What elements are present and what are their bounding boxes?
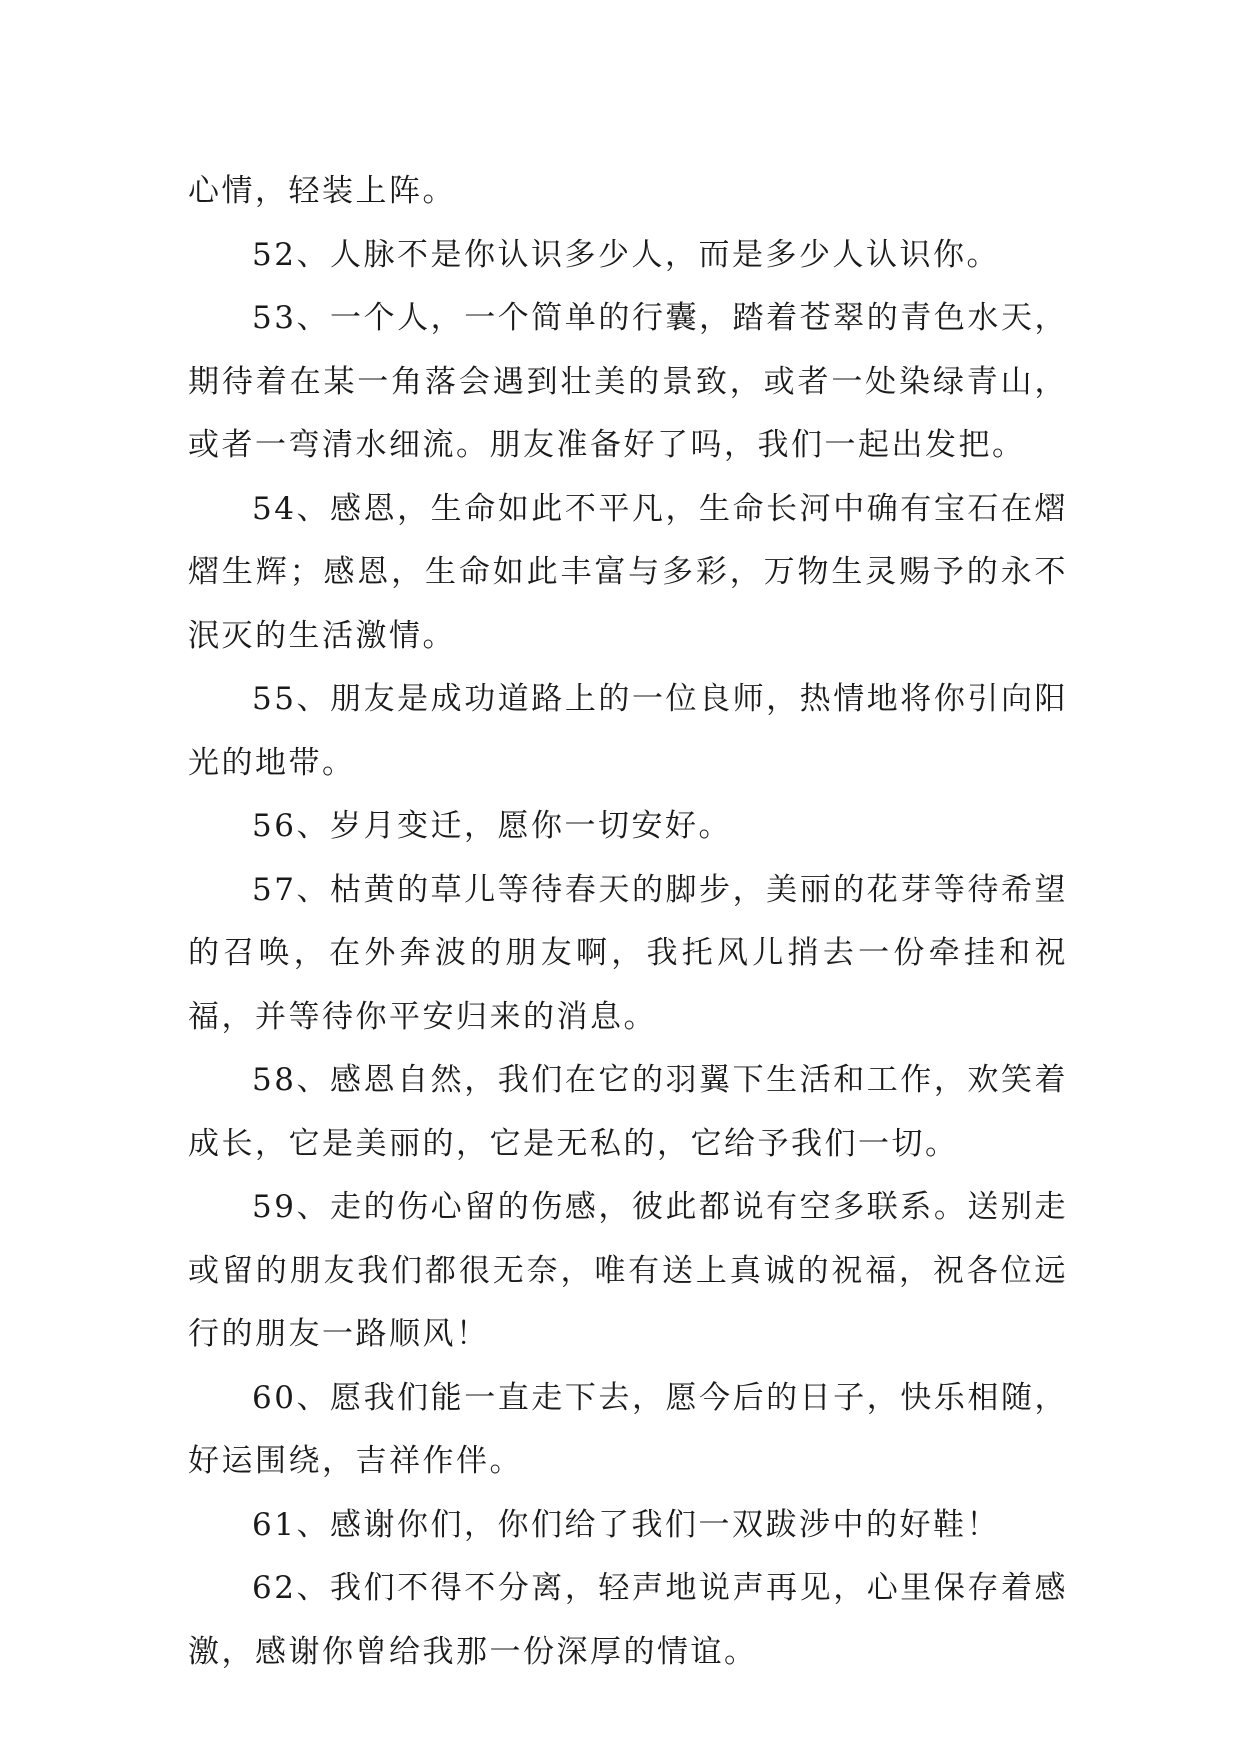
paragraph-59: 59、走的伤心留的伤感，彼此都说有空多联系。送别走或留的朋友我们都很无奈，唯有送上真诚的祝福，祝各位远行的朋友一路顺风！ — [188, 1189, 1068, 1352]
paragraph-51-continuation: 心情，轻装上阵。 — [188, 173, 456, 209]
paragraph-55: 55、朋友是成功道路上的一位良师，热情地将你引向阳光的地带。 — [188, 681, 1068, 781]
paragraph-53: 53、一个人，一个简单的行囊，踏着苍翠的青色水天，期待着在某一角落会遇到壮美的景致，或者一处染绿青山，或者一弯清水细流。朋友准备好了吗，我们一起出发把。 — [188, 300, 1068, 463]
document-body — [188, 160, 1068, 1684]
paragraph-58: 58、感恩自然，我们在它的羽翼下生活和工作，欢笑着成长，它是美丽的，它是无私的，它给予我们一切。 — [188, 1062, 1068, 1162]
paragraph-57: 57、枯黄的草儿等待春天的脚步，美丽的花芽等待希望的召唤，在外奔波的朋友啊，我托风儿捎去一份牵挂和祝福，并等待你平安归来的消息。 — [188, 871, 1068, 1035]
paragraph-54: 54、感恩，生命如此不平凡，生命长河中确有宝石在熠熠生辉；感恩，生命如此丰富与多彩，万物生灵赐予的永不泯灭的生活激情。 — [188, 490, 1068, 654]
paragraph-52: 52、人脉不是你认识多少人，而是多少人认识你。 — [252, 236, 1000, 273]
paragraph-62: 62、我们不得不分离，轻声地说声再见，心里保存着感激，感谢你曾给我那一份深厚的情谊。 — [188, 1570, 1068, 1670]
paragraph-61: 61、感谢你们，你们给了我们一双跋涉中的好鞋！ — [252, 1506, 1000, 1543]
paragraph-60: 60、愿我们能一直走下去，愿今后的日子，快乐相随，好运围绕，吉祥作伴。 — [188, 1379, 1068, 1479]
paragraph-56: 56、岁月变迁，愿你一切安好。 — [252, 808, 732, 844]
